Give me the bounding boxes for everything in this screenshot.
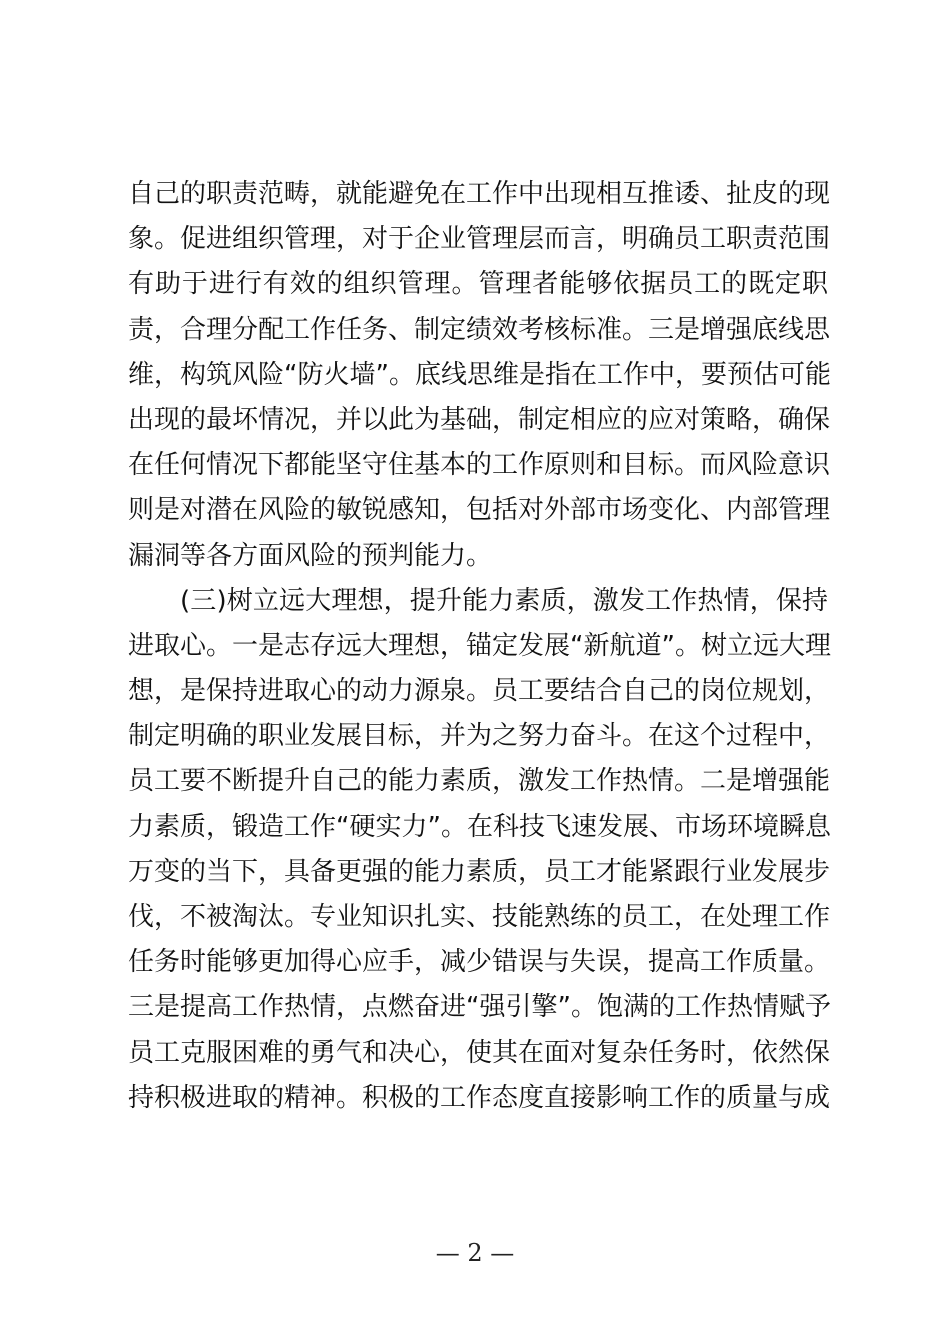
text-line: 维，构筑风险“防火墙”。底线思维是指在工作中，要预估可能: [128, 359, 831, 390]
text-line: 任务时能够更加得心应手，减少错误与失误，提高工作质量。: [128, 947, 831, 978]
paragraph-2: [128, 579, 831, 1121]
page-number: — 2 —: [435, 1239, 515, 1267]
text-line: 三是提高工作热情，点燃奋进“强引擎”。饱满的工作热情赋予: [128, 992, 831, 1023]
text-line: 制定明确的职业发展目标，并为之努力奋斗。在这个过程中，: [128, 721, 831, 752]
text-line: 自己的职责范畴，就能避免在工作中出现相互推诿、扯皮的现: [128, 179, 831, 209]
text-line: 伐，不被淘汰。专业知识扎实、技能熟练的员工，在处理工作: [128, 902, 831, 932]
text-line: (三)树立远大理想，提升能力素质，激发工作热情，保持: [180, 585, 828, 616]
text-line: 持积极进取的精神。积极的工作态度直接影响工作的质量与成: [128, 1082, 831, 1113]
text-line: 出现的最坏情况，并以此为基础，制定相应的应对策略，确保: [128, 404, 831, 435]
text-line: 则是对潜在风险的敏锐感知，包括对外部市场变化、内部管理: [128, 495, 831, 526]
text-line: 漏洞等各方面风险的预判能力。: [128, 540, 493, 571]
text-line: 象。促进组织管理，对于企业管理层而言，明确员工职责范围: [128, 224, 831, 255]
text-line: 万变的当下，具备更强的能力素质，员工才能紧跟行业发展步: [128, 856, 831, 887]
text-line: 想，是保持进取心的动力源泉。员工要结合自己的岗位规划，: [128, 676, 831, 707]
body-text: [128, 172, 831, 1121]
text-line: 员工克服困难的勇气和决心，使其在面对复杂任务时，依然保: [128, 1037, 831, 1068]
text-line: 有助于进行有效的组织管理。管理者能够依据员工的既定职: [128, 269, 828, 300]
text-line: 力素质，锻造工作“硬实力”。在科技飞速发展、市场环境瞬息: [128, 811, 831, 842]
paragraph-1: [128, 172, 831, 579]
text-line: 责，合理分配工作任务、制定绩效考核标准。三是增强底线思: [128, 314, 831, 345]
text-line: 员工要不断提升自己的能力素质，激发工作热情。二是增强能: [128, 766, 831, 797]
text-line: 进取心。一是志存远大理想，锚定发展“新航道”。树立远大理: [128, 630, 831, 661]
text-line: 在任何情况下都能坚守住基本的工作原则和目标。而风险意识: [128, 450, 831, 481]
